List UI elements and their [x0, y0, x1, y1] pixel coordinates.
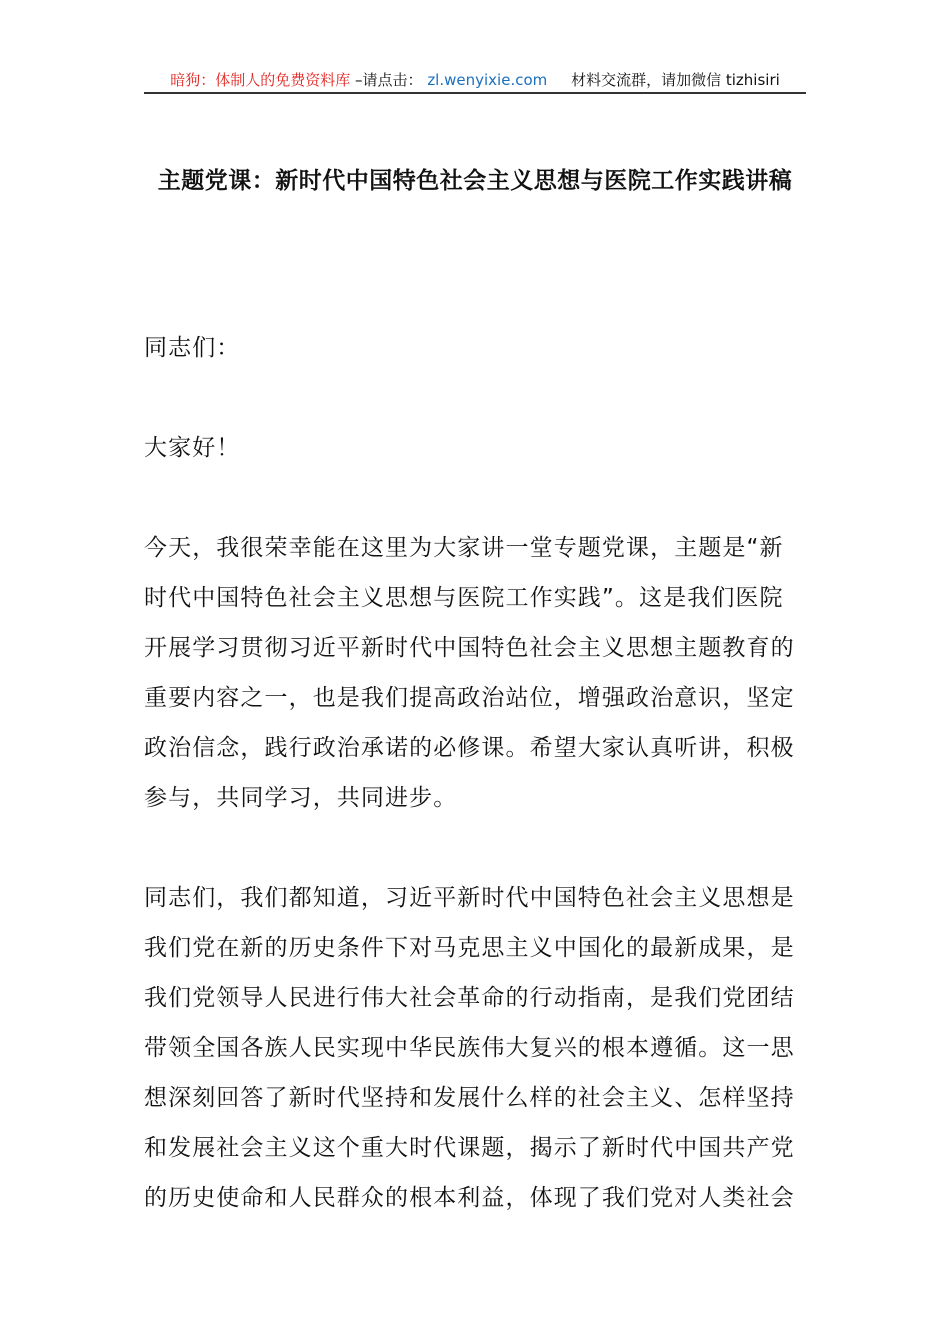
text-line: 同志们： — [144, 335, 241, 361]
text-line: 开展学习贯彻习近平新时代中国特色社会主义思想主题教育的 — [144, 635, 795, 661]
document-title: 主题党课：新时代中国特色社会主义思想与医院工作实践讲稿 — [157, 168, 793, 194]
paragraph — [144, 880, 806, 1230]
header-group-info: 材料交流群，请加微信 tizhisiri — [571, 71, 780, 89]
text-line: 政治信念，践行政治承诺的必修课。希望大家认真听讲，积极 — [144, 735, 795, 761]
text-line: 大家好！ — [144, 435, 241, 461]
text-line: 想深刻回答了新时代坚持和发展什么样的社会主义、怎样坚持 — [144, 1085, 795, 1111]
text-line: 同志们，我们都知道，习近平新时代中国特色社会主义思想是 — [144, 885, 795, 911]
header-link[interactable]: zl.wenyixie.com — [427, 71, 548, 89]
text-line: 我们党领导人民进行伟大社会革命的行动指南，是我们党团结 — [144, 985, 795, 1011]
text-line: 参与，共同学习，共同进步。 — [144, 785, 458, 811]
text-line: 我们党在新的历史条件下对马克思主义中国化的最新成果，是 — [144, 935, 795, 961]
paragraph — [144, 330, 806, 380]
header-prompt: –请点击： — [355, 71, 423, 89]
text-line: 今天，我很荣幸能在这里为大家讲一堂专题党课，主题是“新 — [144, 535, 784, 561]
text-line: 重要内容之一，也是我们提高政治站位，增强政治意识，坚定 — [144, 685, 795, 711]
paragraph — [144, 430, 806, 480]
paragraph — [144, 530, 806, 830]
document-body — [144, 330, 806, 1280]
text-line: 带领全国各族人民实现中华民族伟大复兴的根本遵循。这一思 — [144, 1035, 795, 1061]
header-brand: 暗狗：体制人的免费资料库 — [170, 71, 351, 89]
text-line: 的历史使命和人民群众的根本利益，体现了我们党对人类社会 — [144, 1185, 795, 1211]
text-line: 时代中国特色社会主义思想与医院工作实践”。这是我们医院 — [144, 585, 784, 611]
page-header — [144, 70, 806, 94]
text-line: 和发展社会主义这个重大时代课题，揭示了新时代中国共产党 — [144, 1135, 795, 1161]
